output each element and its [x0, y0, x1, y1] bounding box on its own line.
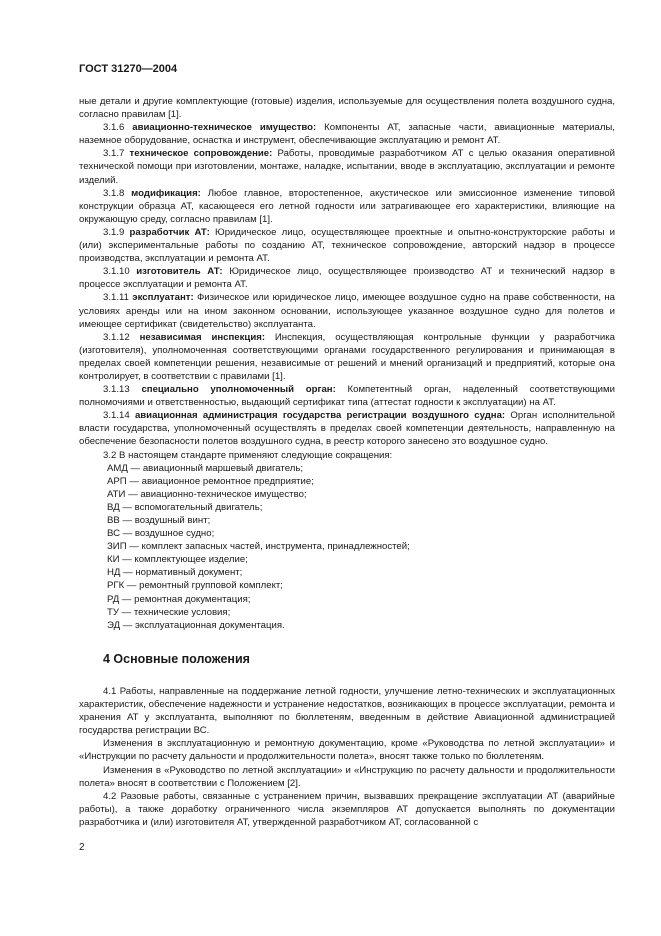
page-number: 2	[79, 842, 85, 853]
abbreviation-item: НД — нормативный документ;	[107, 567, 243, 579]
abbreviation-item: ЗИП — комплект запасных частей, инструмента, принадлежностей;	[107, 541, 410, 553]
paragraph: 4.2 Разовые работы, связанные с устранением причин, вызвавших прекращение эксплуатации АТ (аварийные работы), а также доработку ограниченного числа экземпляров АТ допускается выполнять по документации разработчика и (или) изготовителя АТ, утвержденной разработчиком АТ, согласованной с	[79, 790, 615, 828]
abbreviations-intro: 3.2 В настоящем стандарте применяют следующие сокращения:	[103, 449, 393, 461]
term: специально уполномоченный орган:	[141, 384, 336, 396]
section-4-body	[79, 685, 615, 829]
paragraph: Изменения в «Руководство по летной эксплуатации» и «Инструкцию по расчету дальности и продолжительности полета» вносят в соответствии с Положением [2].	[79, 764, 615, 789]
definition-3-1-6	[79, 121, 615, 147]
definition-text: Компоненты АТ, запасные части, авиационные материалы, наземное оборудование, оснастка и инструмент, обеспечивающие эксплуатацию и ремонт АТ.	[79, 122, 615, 147]
term: техническое сопровождение:	[129, 148, 273, 160]
abbreviation-item: АРП — авиационное ремонтное предприятие;	[107, 475, 314, 487]
definition-text: Инспекция, осуществляющая контрольные функции у разработчика (изготовителя), уполномоченная соответствующими органами государственного регулирования и принимающая в пределах своей компетенции решения, независимые от решений и мнений организаций и предприятий, которые она контролирует, в соответствии с правилами [1].	[79, 331, 615, 382]
clause-number: 3.1.8	[103, 187, 125, 199]
definition-3-1-8	[79, 187, 615, 226]
definition-text: Орган исполнительной власти государства, уполномоченный осуществлять в пределах своей компетенции деятельность, направленную на обеспечение безопасности полетов воздушного судна, в реестр которого занесено это воздушное судно.	[79, 410, 616, 448]
abbreviation-item: ВВ — воздушный винт;	[107, 515, 211, 526]
term: разработчик АТ:	[129, 226, 210, 238]
term: эксплуатант:	[132, 292, 194, 304]
definition-text: Любое главное, второстепенное, акустическое или эмиссионное изменение типовой конструкции образца АТ, касающееся его летной годности или затрагивающее его характеристики, влияющие на окружающую среду, согласно правилам [1].	[79, 187, 615, 225]
paragraph: Изменения в эксплуатационную и ремонтную документацию, кроме «Руководства по летной эксплуатации» и «Инструкции по расчету дальности и продолжительности полета», вносят также только по бюллетеням.	[79, 738, 615, 763]
abbreviation-item: КИ — комплектующее изделие;	[107, 554, 248, 566]
clause-number: 3.1.10	[103, 266, 130, 278]
intro-paragraph: ные детали и другие комплектующие (готовые) изделия, используемые для осуществления полета воздушного судна, согласно правилам [1].	[79, 96, 615, 121]
abbreviation-item: ВС — воздушное судно;	[107, 528, 215, 540]
term: изготовитель АТ:	[136, 266, 223, 278]
abbreviation-item: АМД — авиационный маршевый двигатель;	[107, 462, 303, 474]
abbreviation-item: РГК — ремонтный групповой комплект;	[107, 580, 283, 592]
document-number: ГОСТ 31270—2004	[79, 63, 178, 75]
definition-text: Юридическое лицо, осуществляющее проектные и опытно-конструкторские работы и (или) экспериментальные работы по созданию АТ, техническое сопровождение, авторский надзор в процессе производства, эксплуатации и ремонта АТ.	[79, 226, 616, 265]
clause-number: 3.1.6	[103, 122, 125, 134]
abbreviation-item: АТИ — авиационно-техническое имущество;	[107, 488, 307, 500]
definition-3-1-7	[79, 147, 615, 186]
term: авиационная администрация государства регистрации воздушного судна:	[134, 410, 506, 422]
paragraph: 4.1 Работы, направленные на поддержание летной годности, улучшение летно-технических и эксплуатационных характеристик, обеспечение надежности и устранение недостатков, возникающих в процессе эксплуатации, ремонта и хранения АТ у эксплуатанта, выполняют по бюллетеням, введенным в действие Авиационной администрацией государства регистрации ВС.	[79, 686, 615, 737]
definition-3-1-10	[79, 265, 615, 291]
abbreviation-item: ЭД — эксплуатационная документация.	[107, 619, 285, 631]
clause-number: 3.1.11	[103, 292, 129, 304]
definition-3-1-12	[79, 331, 615, 383]
definition-3-1-13	[79, 383, 615, 409]
term: независимая инспекция:	[139, 331, 266, 343]
abbreviation-item: РД — ремонтная документация;	[107, 593, 251, 605]
definition-text: Физическое или юридическое лицо, имеющее воздушное судно на праве собственности, на условиях аренды или на ином законном основании, использующее указанное воздушное судно для полетов и имеющее сертификат (свидетельство) эксплуатанта.	[79, 292, 615, 330]
definition-3-1-9	[79, 226, 615, 265]
definition-text: Компетентный орган, наделенный соответствующими полномочиями и ответственностью, выдающий сертификат типа (аттестат годности к эксплуатации) на АТ.	[79, 384, 615, 409]
abbreviation-item: ТУ — технические условия;	[107, 606, 231, 618]
clause-number: 3.1.14	[103, 410, 130, 422]
term: модификация:	[131, 187, 201, 199]
definition-text: Юридическое лицо, осуществляющее производство АТ и технический надзор в процессе эксплуатации и ремонта АТ.	[79, 266, 615, 291]
clause-number: 3.1.9	[103, 226, 125, 238]
term: авиационно-техническое имущество:	[132, 122, 317, 134]
abbreviation-item: ВД — вспомогательный двигатель;	[107, 501, 263, 513]
clause-number: 3.1.7	[103, 148, 125, 160]
clause-number: 3.1.12	[103, 331, 130, 343]
definition-3-1-11	[79, 291, 615, 330]
definition-text: Работы, проводимые разработчиком АТ с целью оказания оперативной технической помощи при изготовлении, монтаже, наладке, испытании, вводе в эксплуатацию, эксплуатации и ремонте изделий.	[79, 148, 615, 186]
definitions-block	[79, 95, 615, 632]
clause-number: 3.1.13	[103, 384, 130, 396]
section-title: 4 Основные положения	[103, 652, 250, 666]
definition-3-1-14	[79, 409, 615, 448]
